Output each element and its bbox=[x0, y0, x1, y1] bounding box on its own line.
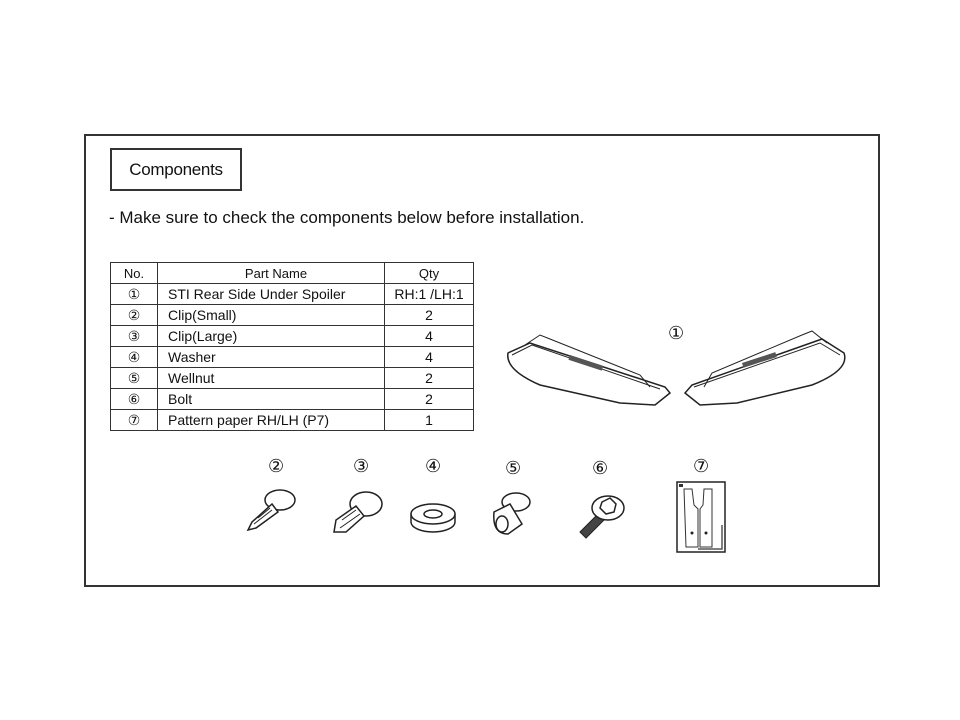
wellnut-drawing bbox=[488, 490, 534, 538]
label-clip-large: ③ bbox=[353, 456, 370, 476]
table-row bbox=[111, 410, 474, 431]
spoiler-rh-drawing bbox=[500, 325, 680, 410]
row-number: ④ bbox=[111, 347, 158, 368]
row-part-name: Pattern paper RH/LH (P7) bbox=[158, 410, 385, 431]
header-no: No. bbox=[111, 263, 158, 284]
components-table bbox=[110, 262, 474, 431]
header-qty: Qty bbox=[385, 263, 474, 284]
label-spoiler: ① bbox=[668, 323, 685, 343]
table-row bbox=[111, 389, 474, 410]
row-part-name: Clip(Small) bbox=[158, 305, 385, 326]
spoiler-lh-drawing bbox=[682, 325, 852, 410]
row-qty: RH:1 /LH:1 bbox=[385, 284, 474, 305]
row-part-name: Wellnut bbox=[158, 368, 385, 389]
table-row bbox=[111, 305, 474, 326]
washer-drawing bbox=[408, 500, 458, 536]
row-number: ③ bbox=[111, 326, 158, 347]
row-qty: 2 bbox=[385, 368, 474, 389]
row-part-name: STI Rear Side Under Spoiler bbox=[158, 284, 385, 305]
row-qty: 2 bbox=[385, 389, 474, 410]
table-header bbox=[111, 263, 474, 284]
pattern-paper-drawing bbox=[676, 481, 728, 555]
label-washer: ④ bbox=[425, 456, 442, 476]
bolt-drawing bbox=[572, 490, 628, 540]
clip-large-drawing bbox=[330, 486, 386, 538]
table-row bbox=[111, 284, 474, 305]
row-qty: 4 bbox=[385, 326, 474, 347]
row-number: ⑥ bbox=[111, 389, 158, 410]
row-part-name: Bolt bbox=[158, 389, 385, 410]
row-number: ② bbox=[111, 305, 158, 326]
label-pattern-paper: ⑦ bbox=[693, 456, 710, 476]
label-bolt: ⑥ bbox=[592, 458, 609, 478]
instruction-note: - Make sure to check the components below before installation. bbox=[109, 208, 585, 227]
row-qty: 1 bbox=[385, 410, 474, 431]
table-row bbox=[111, 347, 474, 368]
clip-small-drawing bbox=[244, 486, 300, 536]
header-part-name: Part Name bbox=[158, 263, 385, 284]
section-title: Components bbox=[110, 148, 242, 191]
row-qty: 4 bbox=[385, 347, 474, 368]
row-qty: 2 bbox=[385, 305, 474, 326]
row-part-name: Clip(Large) bbox=[158, 326, 385, 347]
row-number: ⑤ bbox=[111, 368, 158, 389]
row-number: ① bbox=[111, 284, 158, 305]
table-row bbox=[111, 368, 474, 389]
label-clip-small: ② bbox=[268, 456, 285, 476]
row-part-name: Washer bbox=[158, 347, 385, 368]
row-number: ⑦ bbox=[111, 410, 158, 431]
label-wellnut: ⑤ bbox=[505, 458, 522, 478]
table-row bbox=[111, 326, 474, 347]
